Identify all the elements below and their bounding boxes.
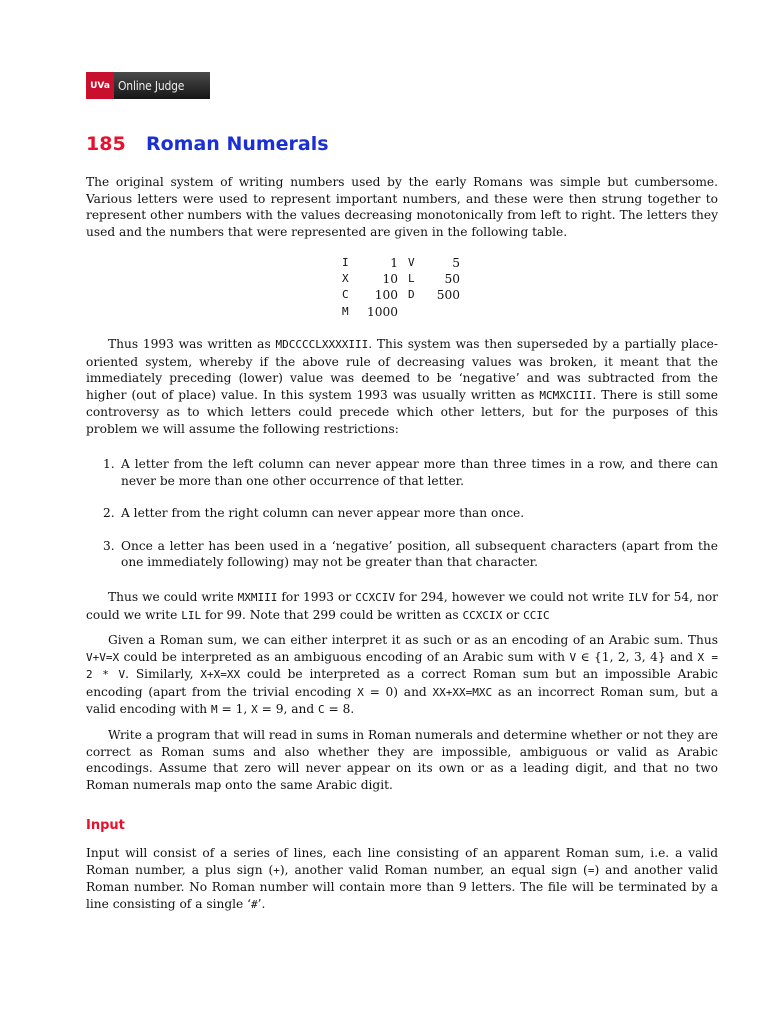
task-paragraph: Write a program that will read in sums in Roman numerals and determine whether or not they are correct as Roman sums and also whether they are impossible, ambiguous or valid as Arabic encodings. Assume that zero will never appear on its own or as a leading digit, and that no two Roman numerals map onto the same Arabic digit. xyxy=(86,728,718,792)
right-letter: L xyxy=(408,272,415,286)
right-letter: V xyxy=(408,256,415,269)
interpretation-paragraph: Given a Roman sum, we can either interpret it as such or as an encoding of an Arabic sum. Thus V+V=X could be interpreted as an ambiguous encoding of an Arabic sum with V ∈ {1, 2, 3, 4} and X = 2 * V. Similarly, X+X=XX could be interpreted as a correct Roman sum but an impossible Arabic encoding (apart from the trivial encoding X = 0) and XX+XX=MXC as an incorrect Roman sum, but a valid encoding with M = 1, X = 9, and C = 8. xyxy=(86,633,719,716)
input-paragraph: Input will consist of a series of lines, each line consisting of an apparent Roman sum, i.e. a valid Roman number, a plus sign (+), another valid Roman number, an equal sign (=) and another valid Roman number. No Roman number will contain more than 9 letters. The file will be terminated by a line consisting of a single ‘#’. xyxy=(86,846,719,911)
table-row xyxy=(342,304,460,320)
left-letter: M xyxy=(342,304,349,318)
left-value: 10 xyxy=(382,272,398,287)
left-value: 1 xyxy=(390,256,398,270)
logo-badge: UVa xyxy=(86,72,114,99)
table-row xyxy=(342,255,460,271)
left-letter: I xyxy=(342,256,349,269)
input-heading: Input xyxy=(86,818,125,833)
table-row xyxy=(342,271,460,287)
uva-online-judge-logo[interactable] xyxy=(86,72,210,99)
intro-paragraph: The original system of writing numbers used by the early Romans was simple but cumbersome. Various letters were used to represent important numbers, and these were then strung together to represent other numbers with the values decreasing monotonically from left to right. The letters they used and the numbers that were represented are given in the following table. xyxy=(86,175,718,239)
history-paragraph: Thus 1993 was written as MDCCCCLXXXXIII. This system was then superseded by a partially place-oriented system, whereby if the above rule of decreasing values was broken, it meant that the immediately preceding (lower) value was deemed to be ‘negative’ and was subtracted from the higher (out of place) value. In this system 1993 was usually written as MCMXCIII. There is still some controversy as to which letters could precede which other letters, but for the purposes of this problem we will assume the following restrictions: xyxy=(86,337,718,436)
left-value: 1000 xyxy=(366,304,398,319)
right-value xyxy=(430,304,460,320)
left-letter: C xyxy=(342,288,349,302)
right-value: 5 xyxy=(452,256,460,270)
problem-name: Roman Numerals xyxy=(146,133,329,155)
right-letter xyxy=(408,304,430,320)
left-letter: X xyxy=(342,272,349,286)
problem-number: 185 xyxy=(86,133,126,155)
numeral-table xyxy=(342,255,460,320)
table-row xyxy=(342,287,460,303)
list-item: 3. Once a letter has been used in a ‘negative’ position, all subsequent characters (apart from the one immediately following) may not be greater than that character. xyxy=(103,538,718,569)
right-value: 50 xyxy=(444,272,460,287)
right-letter: D xyxy=(408,288,415,302)
logo-text: Online Judge xyxy=(118,78,185,93)
problem-title xyxy=(86,133,329,155)
right-value: 500 xyxy=(436,288,460,303)
list-item: 2. A letter from the right column can never appear more than once. xyxy=(103,506,525,520)
list-item: 1. A letter from the left column can never appear more than three times in a row, and there can never be more than one other occurrence of that letter. xyxy=(103,457,718,488)
examples-paragraph: Thus we could write MXMIII for 1993 or CCXCIV for 294, however we could not write ILV for 54, nor could we write LIL for 99. Note that 299 could be written as CCXCIX or CCIC xyxy=(86,590,719,622)
restrictions-list xyxy=(86,456,718,587)
left-value: 100 xyxy=(374,288,398,303)
